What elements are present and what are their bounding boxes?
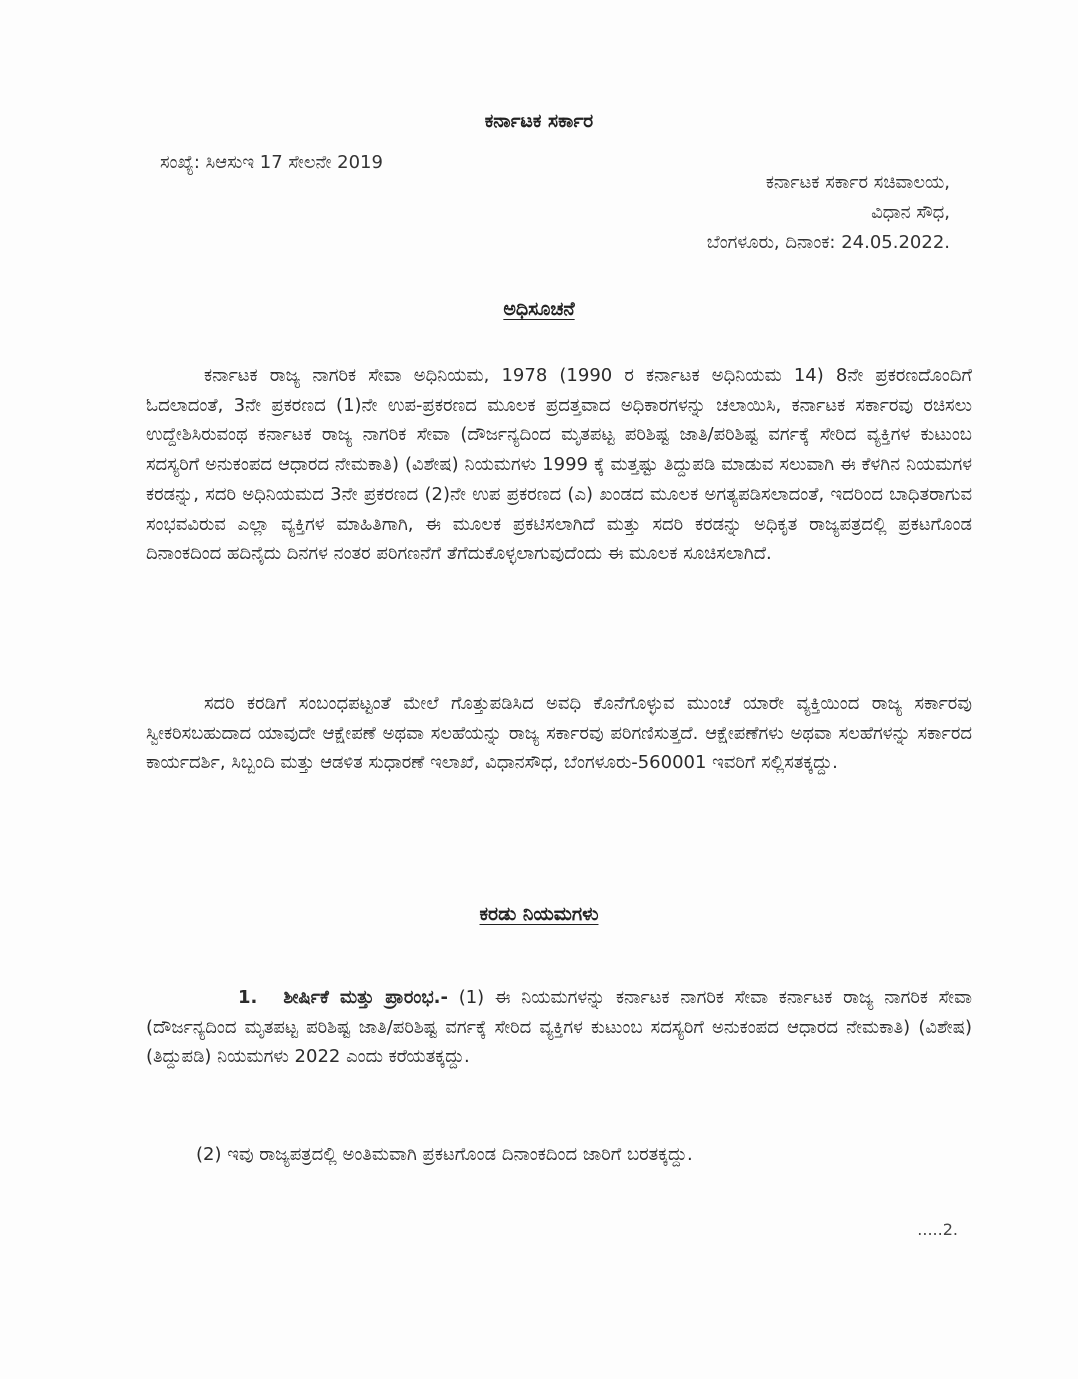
notification-paragraph-1: ಕರ್ನಾಟಕ ರಾಜ್ಯ ನಾಗರಿಕ ಸೇವಾ ಅಧಿನಿಯಮ, 1978 (1990 ರ ಕರ್ನಾಟಕ ಅಧಿನಿಯಮ 14) 8ನೇ ಪ್ರಕರಣದೊಂದಿಗೆ ಓದಲಾದಂತೆ, 3ನೇ ಪ್ರಕರಣದ (1)ನೇ ಉಪ-ಪ್ರಕರಣದ ಮೂಲಕ ಪ್ರದತ್ತವಾದ ಅಧಿಕಾರಗಳನ್ನು ಚಲಾಯಿಸಿ, ಕರ್ನಾಟಕ ಸರ್ಕಾರವು ರಚಿಸಲು ಉದ್ದೇಶಿಸಿರುವಂಥ ಕರ್ನಾಟಕ ರಾಜ್ಯ ನಾಗರಿಕ ಸೇವಾ (ದೌರ್ಜನ್ಯದಿಂದ ಮೃತಪಟ್ಟ ಪರಿಶಿಷ್ಟ ಜಾತಿ/ಪರಿಶಿಷ್ಟ ವರ್ಗಕ್ಕೆ ಸೇರಿದ ವ್ಯಕ್ತಿಗಳ ಕುಟುಂಬ ಸದಸ್ಯರಿಗೆ ಅನುಕಂಪದ ಆಧಾರದ ನೇಮಕಾತಿ) (ವಿಶೇಷ) ನಿಯಮಗಳು 1999 ಕ್ಕೆ ಮತ್ತಷ್ಟು ತಿದ್ದುಪಡಿ ಮಾಡುವ ಸಲುವಾಗಿ ಈ ಕೆಳಗಿನ ನಿಯಮಗಳ ಕರಡನ್ನು, ಸದರಿ ಅಧಿನಿಯಮದ 3ನೇ ಪ್ರಕರಣದ (2)ನೇ ಉಪ ಪ್ರಕರಣದ (ಎ) ಖಂಡದ ಮೂಲಕ ಅಗತ್ಯಪಡಿಸಲಾದಂತೆ, ಇದರಿಂದ ಬಾಧಿತರಾಗುವ ಸಂಭವವಿರುವ ಎಲ್ಲಾ ವ್ಯಕ್ತಿಗಳ ಮಾಹಿತಿಗಾಗಿ, ಈ ಮೂಲಕ ಪ್ರಕಟಿಸಲಾಗಿದೆ ಮತ್ತು ಸದರಿ ಕರಡನ್ನು ಅಧಿಕೃತ ರಾಜ್ಯಪತ್ರದಲ್ಲಿ ಪ್ರಕಟಗೊಂಡ ದಿನಾಂಕದಿಂದ ಹದಿನೈದು ದಿನಗಳ ನಂತರ ಪರಿಗಣನೆಗೆ ತೆಗೆದುಕೊಳ್ಳಲಾಗುವುದೆಂದು ಈ ಮೂಲಕ ಸೂಚಿಸಲಾಗಿದೆ. [146, 365, 972, 565]
notification-heading [0, 298, 1078, 320]
office-address [707, 168, 950, 258]
rule-1-text: (1) ಈ ನಿಯಮಗಳನ್ನು ಕರ್ನಾಟಕ ನಾಗರಿಕ ಸೇವಾ ಕರ್ನಾಟಕ ರಾಜ್ಯ ನಾಗರಿಕ ಸೇವಾ (ದೌರ್ಜನ್ಯದಿಂದ ಮೃತಪಟ್ಟ ಪರಿಶಿಷ್ಟ ಜಾತಿ/ಪರಿಶಿಷ್ಟ ವರ್ಗಕ್ಕೆ ಸೇರಿದ ವ್ಯಕ್ತಿಗಳ ಕುಟುಂಬ ಸದಸ್ಯರಿಗೆ ಅನುಕಂಪದ ಆಧಾರದ ನೇಮಕಾತಿ) (ವಿಶೇಷ) (ತಿದ್ದುಪಡಿ) ನಿಯಮಗಳು 2022 ಎಂದು ಕರೆಯತಕ್ಕದ್ದು. [146, 987, 972, 1068]
draft-rules-heading-text: ಕರಡು ನಿಯಮಗಳು [479, 903, 599, 925]
draft-rules-heading [0, 903, 1078, 925]
address-line-date: ಬೆಂಗಳೂರು, ದಿನಾಂಕ: 24.05.2022. [706, 232, 950, 253]
page-continuation: .....2. [917, 1220, 958, 1239]
notification-paragraph-2: ಸದರಿ ಕರಡಿಗೆ ಸಂಬಂಧಪಟ್ಟಂತೆ ಮೇಲೆ ಗೊತ್ತುಪಡಿಸಿದ ಅವಧಿ ಕೊನೆಗೊಳ್ಳುವ ಮುಂಚೆ ಯಾರೇ ವ್ಯಕ್ತಿಯಿಂದ ರಾಜ್ಯ ಸರ್ಕಾರವು ಸ್ವೀಕರಿಸಬಹುದಾದ ಯಾವುದೇ ಆಕ್ಷೇಪಣೆ ಅಥವಾ ಸಲಹೆಯನ್ನು ರಾಜ್ಯ ಸರ್ಕಾರವು ಪರಿಗಣಿಸುತ್ತದೆ. ಆಕ್ಷೇಪಣೆಗಳು ಅಥವಾ ಸಲಹೆಗಳನ್ನು ಸರ್ಕಾರದ ಕಾರ್ಯದರ್ಶಿ, ಸಿಬ್ಬಂದಿ ಮತ್ತು ಆಡಳಿತ ಸುಧಾರಣೆ ಇಲಾಖೆ, ವಿಧಾನಸೌಧ, ಬೆಂಗಳೂರು-560001 ಇವರಿಗೆ ಸಲ್ಲಿಸತಕ್ಕದ್ದು. [146, 693, 972, 774]
notification-heading-text: ಅಧಿಸೂಚನೆ [503, 298, 575, 320]
rule-1-paragraph [146, 983, 972, 1072]
government-title: ಕರ್ನಾಟಕ ಸರ್ಕಾರ [484, 110, 594, 132]
order-number: ಸಂಖ್ಯೆ: ಸಿಆಸುಇ 17 ಸೇಲನೇ 2019 [160, 152, 383, 173]
address-line-secretariat: ಕರ್ನಾಟಕ ಸರ್ಕಾರ ಸಚಿವಾಲಯ, [765, 172, 950, 193]
rule-1-number: 1. [238, 987, 258, 1008]
rule-1-title: ಶೀರ್ಷಿಕೆ ಮತ್ತು ಪ್ರಾರಂಭ.- [283, 987, 448, 1008]
rule-1-subsection-2: (2) ಇವು ರಾಜ್ಯಪತ್ರದಲ್ಲಿ ಅಂತಿಮವಾಗಿ ಪ್ರಕಟಗೊಂಡ ದಿನಾಂಕದಿಂದ ಜಾರಿಗೆ ಬರತಕ್ಕದ್ದು. [196, 1144, 693, 1165]
address-line-vidhana-soudha: ವಿಧಾನ ಸೌಧ, [871, 202, 950, 223]
